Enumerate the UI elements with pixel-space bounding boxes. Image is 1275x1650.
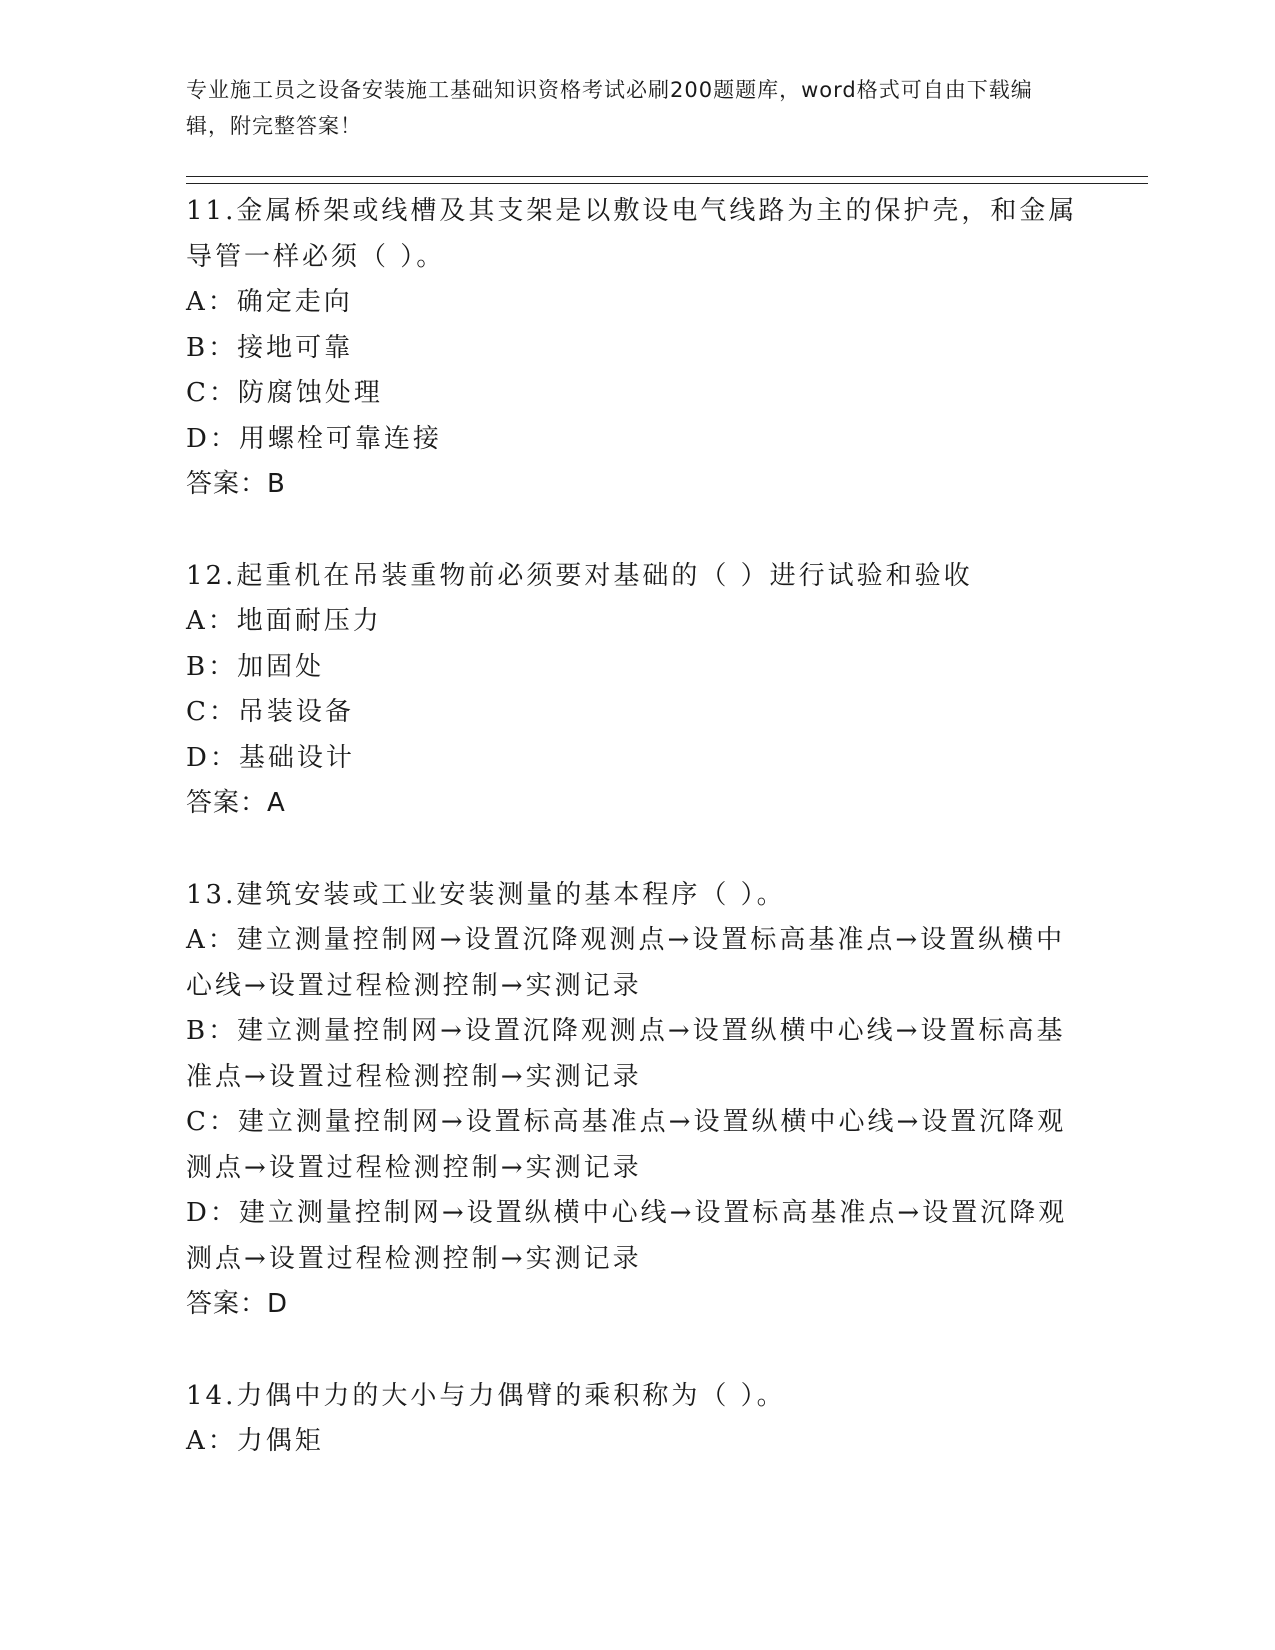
question-14 <box>186 1374 1086 1465</box>
option-c: C：吊装设备 <box>186 697 354 727</box>
option-a: A：建立测量控制网→设置沉降观测点→设置标高基准点→设置纵横中心线→设置过程检测控制→实测记录 <box>186 925 1066 1001</box>
answer-line: 答案：B <box>186 469 286 499</box>
option-a: A：力偶矩 <box>186 1426 324 1456</box>
option-b: B：接地可靠 <box>186 332 354 363</box>
answer-line: 答案：A <box>186 788 286 818</box>
answer-line: 答案：D <box>186 1289 289 1319</box>
option-d: D：建立测量控制网→设置纵横中心线→设置标高基准点→设置沉降观测点→设置过程检测控制→实测记录 <box>186 1198 1068 1274</box>
question-stem: 14.力偶中力的大小与力偶臂的乘积称为（ ）。 <box>186 1380 786 1411</box>
option-b: B：加固处 <box>186 651 325 682</box>
question-12 <box>186 554 1086 827</box>
question-list <box>186 189 1086 1511</box>
option-d: D：用螺栓可靠连接 <box>186 423 442 454</box>
option-c: C：建立测量控制网→设置标高基准点→设置纵横中心线→设置沉降观测点→设置过程检测控制→实测记录 <box>186 1107 1067 1183</box>
option-a: A：地面耐压力 <box>186 606 382 636</box>
option-a: A：确定走向 <box>186 287 353 317</box>
option-c: C：防腐蚀处理 <box>186 378 383 408</box>
question-stem: 13.建筑安装或工业安装测量的基本程序（ ）。 <box>186 879 786 910</box>
header-divider-bottom <box>186 183 1148 184</box>
question-stem: 12.起重机在吊装重物前必须要对基础的（ ）进行试验和验收 <box>186 560 973 591</box>
question-13 <box>186 873 1086 1328</box>
option-d: D：基础设计 <box>186 742 355 773</box>
option-b: B：建立测量控制网→设置沉降观测点→设置纵横中心线→设置标高基准点→设置过程检测控制→实测记录 <box>186 1016 1066 1092</box>
document-header: 专业施工员之设备安装施工基础知识资格考试必刷200题题库，word格式可自由下载编辑，附完整答案！ <box>186 78 1033 138</box>
question-11 <box>186 189 1086 508</box>
question-stem: 11.金属桥架或线槽及其支架是以敷设电气线路为主的保护壳，和金属导管一样必须（ ）。 <box>186 196 1078 272</box>
header-divider-top <box>186 176 1148 177</box>
